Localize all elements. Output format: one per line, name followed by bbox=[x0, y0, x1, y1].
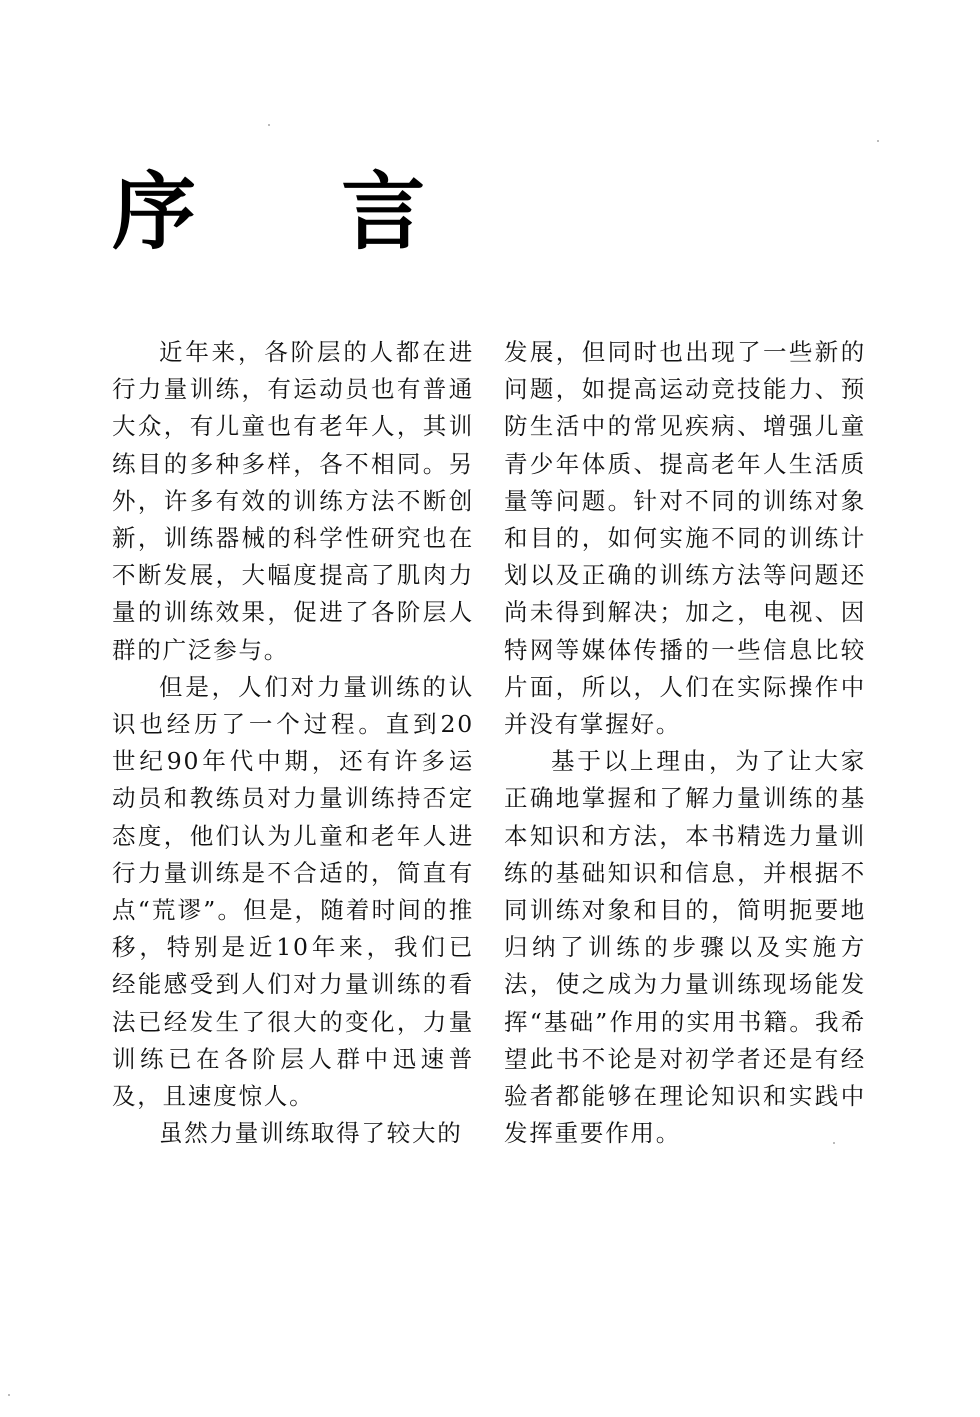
right-column bbox=[504, 334, 866, 1152]
paragraph-development-start: 虽然力量训练取得了较大的 bbox=[159, 1119, 463, 1148]
paragraph-history: 但是，人们对力量训练的认识也经历了一个过程。直到20世纪90年代中期，还有许多运动员和教练员对力量训练持否定态度，他们认为儿童和老年人进行力量训练是不合适的，简直有点“荒谬”。但是，随着时间的推移，特别是近10年来，我们已经能感受到人们对力量训练的看法已经发生了很大的变化，力量训练已在各阶层人群中迅速普及，且速度惊人。 bbox=[112, 672, 474, 1111]
paragraph-intro: 近年来，各阶层的人都在进行力量训练，有运动员也有普通大众，有儿童也有老年人，其训练目的多种多样，各不相同。另外，许多有效的训练方法不断创新，训练器械的科学性研究也在不断发展，大幅度提高了肌肉力量的训练效果，促进了各阶层人群的广泛参与。 bbox=[112, 338, 474, 664]
scan-speck bbox=[877, 140, 879, 142]
paragraph-development-continued: 发展，但同时也出现了一些新的问题，如提高运动竞技能力、预防生活中的常见疾病、增强儿童青少年体质、提高老年人生活质量等问题。针对不同的训练对象和目的，如何实施不同的训练计划以及正确的训练方法等问题还尚未得到解决；加之，电视、因特网等媒体传播的一些信息比较片面，所以，人们在实际操作中并没有掌握好。 bbox=[504, 338, 866, 739]
paragraph-purpose: 基于以上理由，为了让大家正确地掌握和了解力量训练的基本知识和方法，本书精选力量训练的基础知识和信息，并根据不同训练对象和目的，简明扼要地归纳了训练的步骤以及实施方法，使之成为力量训练现场能发挥“基础”作用的实用书籍。我希望此书不论是对初学者还是有经验者都能够在理论知识和实践中发挥重要作用。 bbox=[504, 747, 866, 1148]
scan-speck bbox=[833, 1142, 835, 1144]
scan-speck bbox=[8, 1394, 10, 1396]
scan-speck bbox=[268, 124, 270, 126]
page-title: 序 言 bbox=[112, 163, 484, 261]
left-column bbox=[112, 334, 474, 1152]
